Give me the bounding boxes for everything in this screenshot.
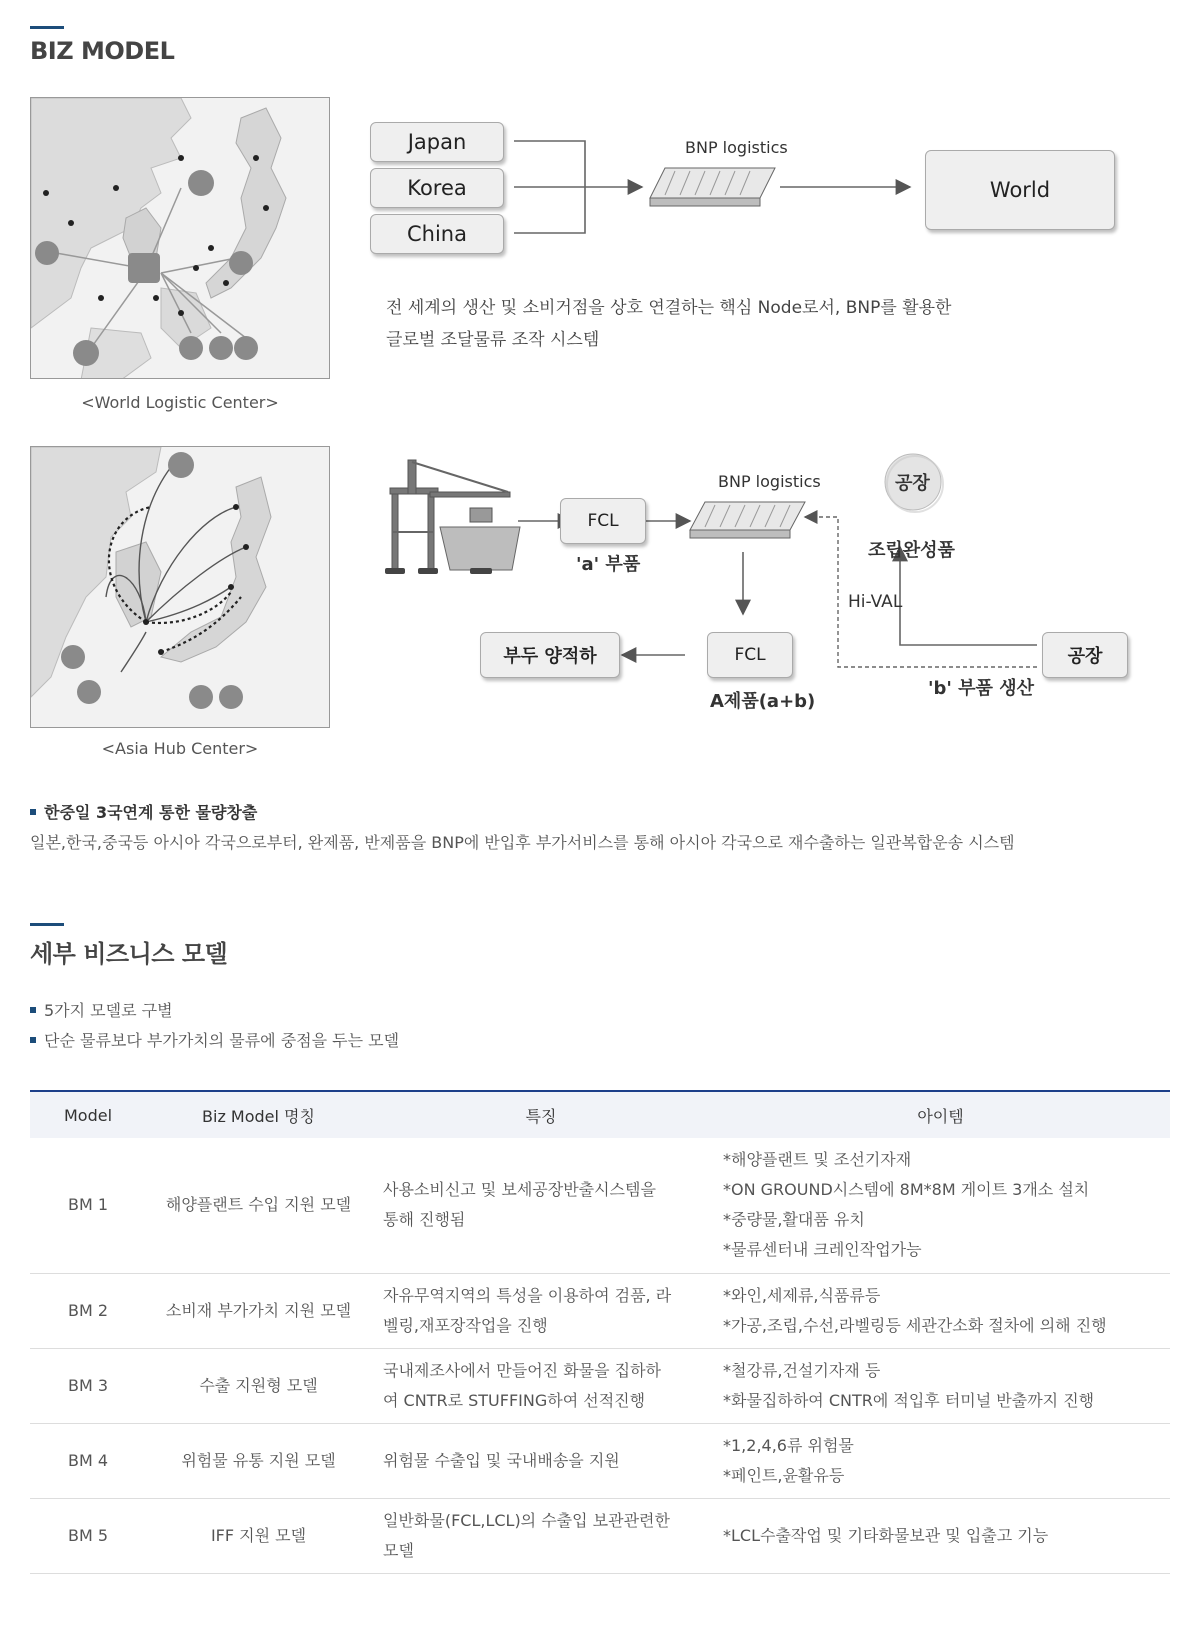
table-row	[30, 1348, 1170, 1423]
section-title-2: 세부 비즈니스 모델	[30, 940, 228, 968]
cell-items: *LCL수출작업 및 기타화물보관 및 입출고 기능	[711, 1498, 1170, 1573]
cell-name: 수출 지원형 모델	[146, 1348, 371, 1423]
factory-top-label: 공장	[895, 473, 930, 494]
cell-feature: 일반화물(FCL,LCL)의 수출입 보관관련한 모델	[371, 1498, 711, 1573]
hub-label: BNP logistics	[685, 138, 788, 157]
detail-bullets	[30, 996, 399, 1056]
source-korea: Korea	[370, 168, 504, 208]
cell-name: 해양플랜트 수입 지원 모델	[146, 1138, 371, 1273]
cell-model: BM 3	[30, 1348, 146, 1423]
diagram1-description: 전 세계의 생산 및 소비거점을 상호 연결하는 핵심 Node로서, BNP를 활용한 글로벌 조달물류 조작 시스템	[386, 298, 952, 350]
hub-label-2: BNP logistics	[718, 472, 821, 491]
unload-node: 부두 양적하	[480, 632, 620, 678]
biz-model-heading	[30, 26, 174, 65]
factory-bottom-node: 공장	[1042, 632, 1128, 678]
diagram-world-flow	[380, 118, 1120, 268]
source-china: China	[370, 214, 504, 254]
title-accent-bar	[30, 26, 64, 29]
table-header-row	[30, 1091, 1170, 1138]
cell-model: BM 2	[30, 1273, 146, 1348]
cell-items: *1,2,4,6류 위험물 *페인트,윤활유등	[711, 1423, 1170, 1498]
world-logistic-caption: <World Logistic Center>	[81, 393, 279, 412]
cell-items: *철강류,건설기자재 등 *화물집하하여 CNTR에 적입후 터미널 반출까지 진행	[711, 1348, 1170, 1423]
crane-ship-icon	[385, 460, 520, 574]
table-row	[30, 1423, 1170, 1498]
cell-feature: 국내제조사에서 만들어진 화물을 집하하 여 CNTR로 STUFFING하여 선적진행	[371, 1348, 711, 1423]
cell-model: BM 4	[30, 1423, 146, 1498]
cell-name: IFF 지원 모델	[146, 1498, 371, 1573]
table-row	[30, 1498, 1170, 1573]
header-items: 아이템	[917, 1106, 964, 1126]
asia-hub-map	[30, 446, 330, 728]
target-world: World	[925, 150, 1115, 230]
source-japan: Japan	[370, 122, 504, 162]
section-title: BIZ MODEL	[30, 37, 175, 65]
cell-feature: 사용소비신고 및 보세공장반출시스템을 통해 진행됨	[371, 1138, 711, 1273]
cell-items: *와인,세제류,식품류등 *가공,조립,수선,라벨링등 세관간소화 절차에 의해 진행	[711, 1273, 1170, 1348]
asia-hub-caption: <Asia Hub Center>	[101, 739, 259, 758]
cell-items: *해양플랜트 및 조선기자재 *ON GROUND시스템에 8M*8M 게이트 3개소 설치 *중량물,활대품 유치 *물류센터내 크레인작업가능	[711, 1138, 1170, 1273]
header-feature: 특징	[525, 1106, 557, 1126]
detail-bullet-item: 단순 물류보다 부가가치의 물류에 중점을 두는 모델	[30, 1026, 399, 1056]
table-row	[30, 1273, 1170, 1348]
detail-model-heading	[30, 923, 227, 969]
summary-bullet-desc: 일본,한국,중국등 아시아 각국으로부터, 완제품, 반제품을 BNP에 반입후 부가서비스를 통해 아시아 각국으로 재수출하는 일관복합운송 시스템	[30, 833, 1015, 852]
cell-name: 소비재 부가가치 지원 모델	[146, 1273, 371, 1348]
assembled-label: 조립완성품	[868, 540, 955, 561]
hival-label: Hi-VAL	[848, 592, 903, 612]
biz-model-table	[30, 1090, 1170, 1574]
cell-feature: 위험물 수출입 및 국내배송을 지원	[371, 1423, 711, 1498]
header-name: Biz Model 명칭	[202, 1106, 315, 1126]
summary-bullet-title: 한중일 3국연계 통한 물량창출	[30, 800, 257, 823]
fcl-node-product: FCL	[707, 632, 793, 678]
fcl-product-sublabel: A제품(a+b)	[710, 691, 816, 712]
fcl-a-sublabel: 'a' 부품	[576, 554, 641, 575]
cell-feature: 자유무역지역의 특성을 이용하여 검품, 라 벨링,재포장작업을 진행	[371, 1273, 711, 1348]
b-part-label: 'b' 부품 생산	[928, 678, 1034, 699]
table-row	[30, 1138, 1170, 1273]
diagram-hub-flow	[380, 452, 1140, 727]
cell-model: BM 1	[30, 1138, 146, 1273]
cell-name: 위험물 유통 지원 모델	[146, 1423, 371, 1498]
title-accent-bar-2	[30, 923, 64, 926]
cell-model: BM 5	[30, 1498, 146, 1573]
header-model: Model	[63, 1105, 113, 1125]
detail-bullet-item: 5가지 모델로 구별	[30, 996, 399, 1026]
fcl-node-a: FCL	[560, 498, 646, 544]
world-logistic-map	[30, 97, 330, 379]
